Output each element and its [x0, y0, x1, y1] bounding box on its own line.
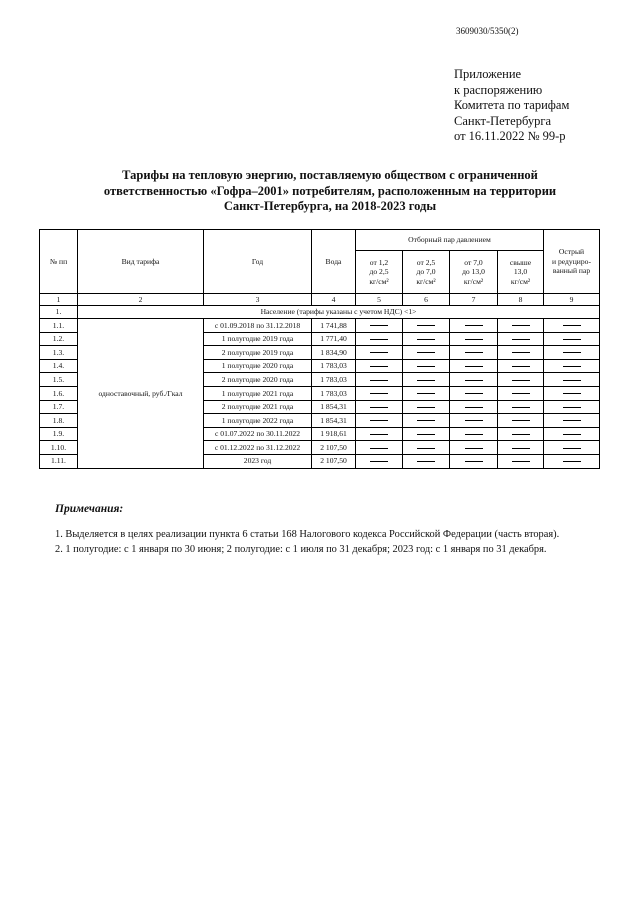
empty-value-cell [544, 373, 600, 387]
dash-mark [512, 352, 530, 353]
title-line: ответственностью «Гофра–2001» потребителям, расположенным на территории [103, 183, 557, 198]
dash-mark [465, 434, 483, 435]
dash-mark [465, 393, 483, 394]
empty-value-cell [498, 386, 544, 400]
period-cell: 1 полугодие 2019 года [204, 332, 312, 346]
col-number: 9 [544, 294, 600, 306]
dash-mark [512, 380, 530, 381]
dash-mark [465, 339, 483, 340]
dash-mark [417, 448, 435, 449]
empty-value-cell [356, 319, 403, 333]
row-number: 1.2. [40, 332, 78, 346]
dash-mark [465, 380, 483, 381]
dash-mark [512, 448, 530, 449]
empty-value-cell [498, 400, 544, 414]
empty-value-cell [544, 454, 600, 468]
dash-mark [370, 448, 388, 449]
notes-title: Примечания: [55, 503, 124, 515]
dash-mark [370, 420, 388, 421]
empty-value-cell [450, 359, 498, 373]
row-number: 1.8. [40, 414, 78, 428]
dash-mark [465, 366, 483, 367]
annex-line: Комитета по тарифам [454, 98, 570, 112]
empty-value-cell [544, 400, 600, 414]
dash-mark [370, 352, 388, 353]
empty-value-cell [498, 441, 544, 455]
dash-mark [417, 325, 435, 326]
empty-value-cell [403, 386, 450, 400]
col-number: 5 [356, 294, 403, 306]
empty-value-cell [450, 441, 498, 455]
water-value: 1 918,61 [312, 427, 356, 441]
dash-mark [417, 420, 435, 421]
col-number: 6 [403, 294, 450, 306]
dash-mark [465, 420, 483, 421]
note-item: 1. Выделяется в целях реализации пункта 6 статьи 168 Налогового кодекса Российской Федерации (часть вторая). [55, 529, 560, 540]
dash-mark [563, 434, 581, 435]
annex-line: Санкт-Петербурга [454, 113, 552, 128]
empty-value-cell [403, 414, 450, 428]
dash-mark [370, 325, 388, 326]
empty-value-cell [403, 359, 450, 373]
dash-mark [512, 366, 530, 367]
dash-mark [370, 393, 388, 394]
dash-mark [563, 380, 581, 381]
empty-value-cell [403, 427, 450, 441]
period-cell: с 01.09.2018 по 31.12.2018 [204, 319, 312, 333]
empty-value-cell [544, 346, 600, 360]
col-number: 8 [498, 294, 544, 306]
empty-value-cell [450, 386, 498, 400]
dash-mark [465, 352, 483, 353]
dash-mark [512, 325, 530, 326]
water-value: 1 783,03 [312, 359, 356, 373]
empty-value-cell [498, 332, 544, 346]
empty-value-cell [544, 332, 600, 346]
dash-mark [417, 461, 435, 462]
header-tariff-type: Вид тарифа [78, 230, 204, 294]
row-number: 1.7. [40, 400, 78, 414]
header-steam-group: Отборный пар давлением [356, 230, 544, 251]
row-number: 1.11. [40, 454, 78, 468]
document-number: 3609030/5350(2) [456, 26, 519, 36]
empty-value-cell [403, 373, 450, 387]
annex-line: к распоряжению [454, 82, 543, 97]
empty-value-cell [403, 346, 450, 360]
title-line: Санкт-Петербурга, на 2018-2023 годы [223, 199, 437, 213]
water-value: 2 107,50 [312, 441, 356, 455]
period-cell: 2 полугодие 2020 года [204, 373, 312, 387]
dash-mark [370, 339, 388, 340]
col-number: 3 [204, 294, 312, 306]
empty-value-cell [356, 427, 403, 441]
row-number: 1.1. [40, 319, 78, 333]
empty-value-cell [356, 414, 403, 428]
document-title [60, 168, 600, 215]
empty-value-cell [356, 359, 403, 373]
dash-mark [370, 434, 388, 435]
note-item: 2. 1 полугодие: с 1 января по 30 июня; 2 полугодие: с 1 июля по 31 декабря; 2023 год: с 1 января по 31 декабря. [55, 543, 547, 555]
period-cell: 2 полугодие 2019 года [204, 346, 312, 360]
header-steam-4: свыше 13,0 кг/см² [498, 251, 544, 294]
notes-list [55, 528, 559, 557]
dash-mark [370, 461, 388, 462]
empty-value-cell [544, 386, 600, 400]
dash-mark [417, 366, 435, 367]
dash-mark [417, 380, 435, 381]
header-year: Год [204, 230, 312, 294]
empty-value-cell [356, 400, 403, 414]
col-number: 7 [450, 294, 498, 306]
table-row [40, 319, 600, 333]
dash-mark [512, 407, 530, 408]
row-number: 1.9. [40, 427, 78, 441]
header-water: Вода [312, 230, 356, 294]
dash-mark [512, 434, 530, 435]
dash-mark [417, 339, 435, 340]
tariff-table [39, 229, 600, 469]
dash-mark [563, 420, 581, 421]
period-cell: 1 полугодие 2021 года [204, 386, 312, 400]
dash-mark [563, 352, 581, 353]
row-number: 1.3. [40, 346, 78, 360]
empty-value-cell [403, 454, 450, 468]
water-value: 1 854,31 [312, 400, 356, 414]
dash-mark [563, 461, 581, 462]
empty-value-cell [544, 319, 600, 333]
empty-value-cell [498, 373, 544, 387]
empty-value-cell [356, 441, 403, 455]
period-cell: с 01.07.2022 по 30.11.2022 [204, 427, 312, 441]
empty-value-cell [450, 319, 498, 333]
water-value: 1 854,31 [312, 414, 356, 428]
title-line: Тарифы на тепловую энергию, поставляемую обществом с ограниченной [122, 168, 538, 182]
period-cell: 2023 год [204, 454, 312, 468]
water-value: 1 834,90 [312, 346, 356, 360]
header-steam-3: от 7,0 до 13,0 кг/см² [450, 251, 498, 294]
header-num: № пп [40, 230, 78, 294]
dash-mark [370, 407, 388, 408]
empty-value-cell [498, 454, 544, 468]
dash-mark [563, 366, 581, 367]
tariff-type-cell: одноставочный, руб./Гкал [78, 319, 204, 469]
empty-value-cell [403, 441, 450, 455]
empty-value-cell [403, 332, 450, 346]
empty-value-cell [356, 454, 403, 468]
row-number: 1.5. [40, 373, 78, 387]
dash-mark [417, 393, 435, 394]
period-cell: 1 полугодие 2020 года [204, 359, 312, 373]
period-cell: 2 полугодие 2021 года [204, 400, 312, 414]
water-value: 1 783,03 [312, 373, 356, 387]
empty-value-cell [544, 427, 600, 441]
period-cell: 1 полугодие 2022 года [204, 414, 312, 428]
empty-value-cell [403, 400, 450, 414]
water-value: 2 107,50 [312, 454, 356, 468]
row-number: 1.4. [40, 359, 78, 373]
empty-value-cell [498, 414, 544, 428]
dash-mark [563, 339, 581, 340]
dash-mark [563, 407, 581, 408]
header-steam-2: от 2,5 до 7,0 кг/см² [403, 251, 450, 294]
dash-mark [512, 461, 530, 462]
dash-mark [465, 407, 483, 408]
header-steam-1: от 1,2 до 2,5 кг/см² [356, 251, 403, 294]
water-value: 1 783,03 [312, 386, 356, 400]
dash-mark [563, 393, 581, 394]
column-number-row [40, 294, 600, 306]
empty-value-cell [450, 427, 498, 441]
header-row [40, 230, 600, 251]
empty-value-cell [356, 373, 403, 387]
empty-value-cell [450, 346, 498, 360]
row-number: 1.6. [40, 386, 78, 400]
section-number: 1. [40, 306, 78, 319]
empty-value-cell [544, 441, 600, 455]
empty-value-cell [498, 346, 544, 360]
empty-value-cell [450, 414, 498, 428]
col-number: 4 [312, 294, 356, 306]
dash-mark [512, 420, 530, 421]
empty-value-cell [356, 332, 403, 346]
empty-value-cell [356, 346, 403, 360]
dash-mark [465, 448, 483, 449]
empty-value-cell [450, 454, 498, 468]
empty-value-cell [498, 359, 544, 373]
dash-mark [465, 461, 483, 462]
header-sharp-steam: Острый и редуциро- ванный пар [544, 230, 600, 294]
col-number: 1 [40, 294, 78, 306]
dash-mark [512, 393, 530, 394]
empty-value-cell [450, 332, 498, 346]
dash-mark [563, 448, 581, 449]
annex-line: Приложение [454, 67, 522, 81]
period-cell: с 01.12.2022 по 31.12.2022 [204, 441, 312, 455]
empty-value-cell [356, 386, 403, 400]
annex-block [454, 67, 569, 145]
dash-mark [370, 380, 388, 381]
col-number: 2 [78, 294, 204, 306]
dash-mark [417, 352, 435, 353]
section-row [40, 306, 600, 319]
empty-value-cell [403, 319, 450, 333]
water-value: 1 741,88 [312, 319, 356, 333]
dash-mark [512, 339, 530, 340]
row-number: 1.10. [40, 441, 78, 455]
dash-mark [417, 407, 435, 408]
dash-mark [370, 366, 388, 367]
empty-value-cell [450, 373, 498, 387]
dash-mark [465, 325, 483, 326]
water-value: 1 771,40 [312, 332, 356, 346]
empty-value-cell [498, 319, 544, 333]
annex-line: от 16.11.2022 № 99-р [454, 129, 566, 143]
dash-mark [563, 325, 581, 326]
dash-mark [417, 434, 435, 435]
empty-value-cell [450, 400, 498, 414]
section-label: Население (тарифы указаны с учетом НДС) <1> [78, 306, 600, 319]
empty-value-cell [544, 414, 600, 428]
empty-value-cell [544, 359, 600, 373]
empty-value-cell [498, 427, 544, 441]
